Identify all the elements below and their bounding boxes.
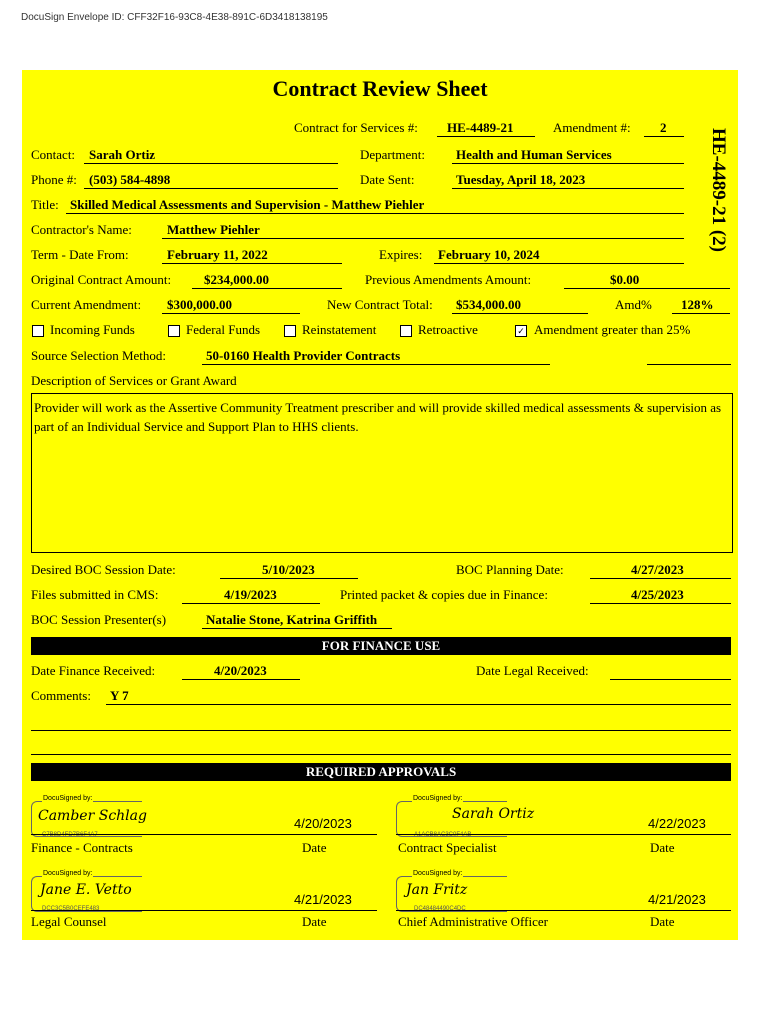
original-amount-label: Original Contract Amount:: [31, 272, 172, 287]
checkbox-label: Retroactive: [418, 322, 478, 337]
desired-boc-label: Desired BOC Session Date:: [31, 562, 176, 577]
checkbox-label: Incoming Funds: [50, 322, 135, 337]
checkbox-label: Federal Funds: [186, 322, 261, 337]
envelope-id: DocuSign Envelope ID: CFF32F16-93C8-4E38-891C-6D3418138195: [21, 12, 328, 23]
comments-label: Comments:: [31, 688, 91, 703]
contract-number-value[interactable]: HE-4489-21: [447, 120, 514, 135]
contract-number-label: Contract for Services #:: [294, 120, 418, 135]
amendment-label: Amendment #:: [553, 120, 631, 135]
source-selection-label: Source Selection Method:: [31, 348, 167, 363]
date-label: Date: [302, 914, 327, 929]
date-sent-value[interactable]: Tuesday, April 18, 2023: [456, 172, 586, 187]
printed-packet-label: Printed packet & copies due in Finance:: [340, 587, 548, 602]
checkbox-retroactive[interactable]: [400, 325, 412, 337]
contract-review-sheet: [22, 70, 738, 940]
finance-use-header: FOR FINANCE USE: [31, 637, 731, 655]
approval-date: 4/22/2023: [648, 816, 706, 831]
page-title: Contract Review Sheet: [272, 76, 488, 101]
description-box[interactable]: [31, 393, 733, 553]
side-label: [704, 100, 732, 280]
boc-planning-label: BOC Planning Date:: [456, 562, 564, 577]
department-label: Department:: [360, 147, 425, 162]
phone-value[interactable]: (503) 584-4898: [89, 172, 171, 187]
expires-label: Expires:: [379, 247, 423, 262]
docusigned-label: DocuSigned by:: [413, 795, 463, 802]
approval-date: 4/20/2023: [294, 816, 352, 831]
boc-presenter-label: BOC Session Presenter(s): [31, 612, 167, 627]
checkbox-label: Reinstatement: [302, 322, 377, 337]
printed-packet-value[interactable]: 4/25/2023: [631, 587, 684, 602]
date-label: Date: [650, 840, 675, 855]
boc-presenter-value[interactable]: Natalie Stone, Katrina Griffith: [206, 612, 378, 627]
new-total-value[interactable]: $534,000.00: [456, 297, 521, 312]
source-selection-value[interactable]: 50-0160 Health Provider Contracts: [206, 348, 401, 363]
amendment-value[interactable]: 2: [660, 120, 667, 135]
approval-role: Legal Counsel: [31, 914, 107, 929]
checkbox-incoming-funds[interactable]: [32, 325, 44, 337]
description-label: Description of Services or Grant Award: [31, 373, 237, 388]
signature-id: C7B8D4FD7B6F4A7: [42, 832, 98, 838]
required-approvals-header: REQUIRED APPROVALS: [31, 763, 731, 781]
approval-role: Finance - Contracts: [31, 840, 133, 855]
approval-role: Chief Administrative Officer: [398, 914, 548, 929]
files-cms-value[interactable]: 4/19/2023: [224, 587, 277, 602]
current-amendment-value[interactable]: $300,000.00: [167, 297, 232, 312]
comments-line: [31, 754, 731, 755]
signature-id: DC48484490C4DC: [414, 906, 466, 912]
desired-boc-value[interactable]: 5/10/2023: [262, 562, 315, 577]
approval-date: 4/21/2023: [294, 892, 352, 907]
title-label: Title:: [31, 197, 59, 212]
original-amount-value[interactable]: $234,000.00: [204, 272, 269, 287]
title-value[interactable]: Skilled Medical Assessments and Supervision - Matthew Piehler: [70, 197, 425, 212]
signature-id: A1ACB8AC3C0F4AB: [414, 832, 472, 838]
amd-pct-label: Amd%: [615, 297, 652, 312]
side-label-text: HE-4489-21 (2): [708, 127, 729, 253]
checkbox-reinstatement[interactable]: [284, 325, 296, 337]
date-sent-label: Date Sent:: [360, 172, 415, 187]
amd-pct-value[interactable]: 128%: [681, 297, 714, 312]
comments-line: [31, 730, 731, 731]
current-amendment-label: Current Amendment:: [31, 297, 142, 312]
legal-received-label: Date Legal Received:: [476, 663, 589, 678]
check-icon: ✓: [517, 326, 525, 336]
checkbox-federal-funds[interactable]: [168, 325, 180, 337]
finance-received-value[interactable]: 4/20/2023: [214, 663, 267, 678]
approval-date: 4/21/2023: [648, 892, 706, 907]
checkbox-label: Amendment greater than 25%: [534, 322, 691, 337]
contact-value[interactable]: Sarah Ortiz: [89, 147, 156, 162]
finance-received-label: Date Finance Received:: [31, 663, 156, 678]
docusigned-label: DocuSigned by:: [43, 795, 93, 802]
docusigned-label: DocuSigned by:: [43, 870, 93, 877]
new-total-label: New Contract Total:: [327, 297, 433, 312]
phone-label: Phone #:: [31, 172, 77, 187]
date-label: Date: [302, 840, 327, 855]
contact-label: Contact:: [31, 147, 76, 162]
comments-value[interactable]: Y 7: [110, 688, 129, 703]
contractor-name-label: Contractor's Name:: [31, 222, 132, 237]
signature-id: DCC3C5B0CEFE483: [42, 906, 100, 912]
boc-planning-value[interactable]: 4/27/2023: [631, 562, 684, 577]
description-text: Provider will work as the Assertive Community Treatment prescriber and will provide skilled medical assessments & supervision as part of an Individual Service and Support Plan to HHS clients.: [34, 400, 722, 434]
signature-chief-administrative-officer[interactable]: Jan Fritz: [406, 882, 468, 898]
previous-amendments-value[interactable]: $0.00: [610, 272, 640, 287]
department-value[interactable]: Health and Human Services: [456, 147, 612, 162]
expires-value[interactable]: February 10, 2024: [438, 247, 540, 262]
signature-finance-contracts[interactable]: Camber Schlag: [38, 808, 147, 824]
files-cms-label: Files submitted in CMS:: [31, 587, 159, 602]
signature-contract-specialist[interactable]: Sarah Ortiz: [452, 806, 535, 822]
previous-amendments-label: Previous Amendments Amount:: [365, 272, 532, 287]
checkbox-amendment-over-25[interactable]: [515, 325, 527, 337]
term-from-label: Term - Date From:: [31, 247, 129, 262]
date-label: Date: [650, 914, 675, 929]
docusigned-label: DocuSigned by:: [413, 870, 463, 877]
approval-role: Contract Specialist: [398, 840, 497, 855]
term-from-value[interactable]: February 11, 2022: [167, 247, 268, 262]
signature-legal-counsel[interactable]: Jane E. Vetto: [40, 882, 132, 898]
contractor-name-value[interactable]: Matthew Piehler: [167, 222, 260, 237]
